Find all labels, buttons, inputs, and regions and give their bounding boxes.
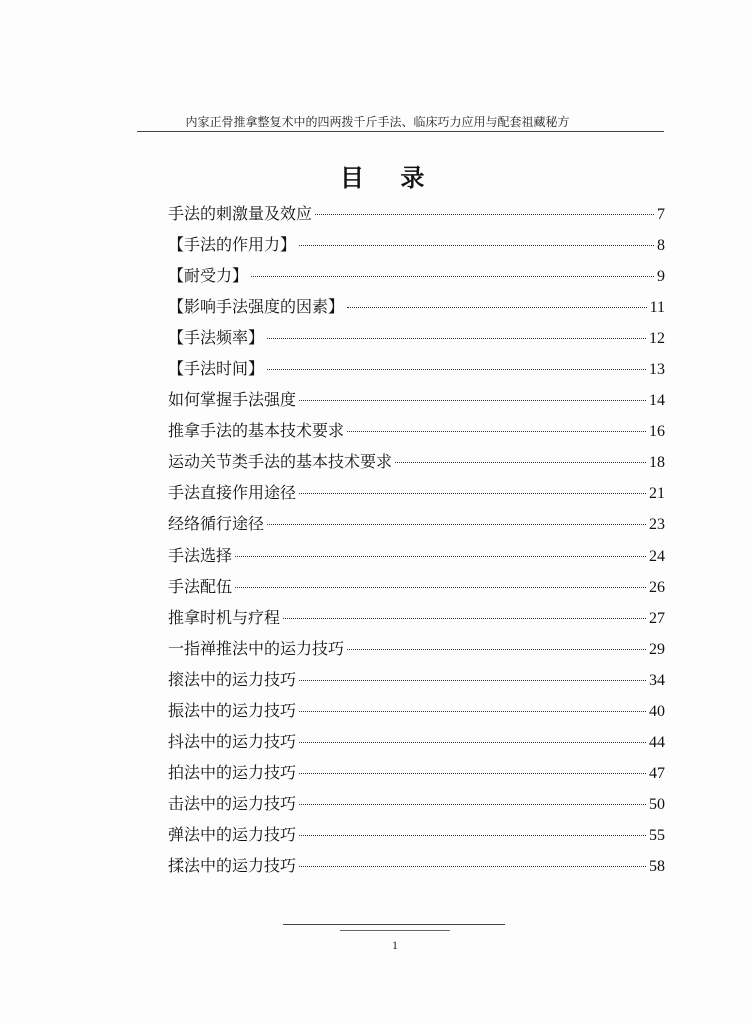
running-header: 内家正骨推拿整复术中的四两拨千斤手法、临床巧力应用与配套祖藏秘方 [185, 115, 570, 129]
toc-entry-title: 手法配伍 [168, 576, 233, 596]
toc-entry[interactable] [168, 291, 665, 322]
toc-entry-title: 推拿时机与疗程 [168, 607, 281, 627]
dot-leader [299, 680, 646, 681]
toc-entry[interactable] [168, 664, 665, 695]
toc-entry-page: 55 [649, 826, 665, 844]
toc-entry-page: 50 [649, 795, 665, 813]
dot-leader [347, 431, 646, 432]
dot-leader [299, 400, 646, 401]
toc-entry-title: 手法的刺激量及效应 [168, 204, 313, 223]
toc-entry-page: 27 [649, 609, 665, 627]
toc-entry[interactable] [168, 788, 665, 819]
toc-entry[interactable] [168, 757, 665, 788]
toc-entry-page: 47 [649, 764, 665, 782]
header-rule [137, 131, 664, 132]
dot-leader [299, 493, 646, 494]
toc-entry-title: 经络循行途径 [168, 514, 265, 534]
toc-entry-page: 11 [649, 299, 665, 317]
footer-rule [283, 924, 505, 925]
toc-entry-title: 手法直接作用途径 [168, 483, 297, 503]
toc-entry-page: 9 [657, 268, 665, 286]
toc-entry-page: 14 [649, 392, 665, 410]
toc-entry-title: 㨰法中的运力技巧 [168, 669, 297, 689]
toc-entry[interactable] [168, 602, 665, 633]
toc-entry-title: 【手法频率】 [168, 328, 265, 348]
toc-entry-title: 抖法中的运力技巧 [168, 731, 297, 751]
toc-entry[interactable] [168, 322, 665, 353]
toc-entry-page: 44 [649, 733, 665, 751]
toc-entry-page: 12 [649, 330, 665, 348]
toc-entry[interactable] [168, 415, 665, 446]
toc-entry-page: 34 [649, 671, 665, 689]
toc-entry-page: 58 [649, 857, 665, 875]
footer-rule-short [340, 930, 450, 931]
toc-entry[interactable] [168, 695, 665, 726]
dot-leader [395, 462, 646, 463]
dot-leader [299, 742, 646, 743]
toc-entry-title: 弹法中的运力技巧 [168, 824, 297, 844]
toc-entry-title: 击法中的运力技巧 [168, 793, 297, 813]
dot-leader [299, 866, 646, 867]
toc-title: 目 录 [340, 163, 439, 192]
dot-leader [299, 835, 646, 836]
dot-leader [347, 649, 646, 650]
toc-entry[interactable] [168, 260, 665, 291]
toc-entry-page: 16 [649, 423, 665, 441]
dot-leader [299, 804, 646, 805]
toc-entry-title: 如何掌握手法强度 [168, 390, 297, 410]
toc-entry-page: 21 [649, 485, 665, 503]
toc-entry-title: 振法中的运力技巧 [168, 700, 297, 720]
toc-entry-page: 7 [657, 206, 665, 223]
toc-entry-page: 26 [649, 578, 665, 596]
toc-entry[interactable] [168, 229, 665, 260]
toc-entry[interactable] [168, 477, 665, 508]
toc-entry-title: 【手法时间】 [168, 359, 265, 379]
dot-leader [347, 307, 647, 308]
toc-entry[interactable] [168, 726, 665, 757]
toc-entry[interactable] [168, 198, 665, 229]
toc-entry-title: 【耐受力】 [168, 266, 249, 286]
dot-leader [235, 587, 646, 588]
toc-entry-title: 一指禅推法中的运力技巧 [168, 638, 345, 658]
toc-entry[interactable] [168, 633, 665, 664]
dot-leader [267, 369, 646, 370]
dot-leader [283, 618, 646, 619]
toc-entry-page: 24 [649, 547, 665, 565]
toc-entry-page: 8 [657, 237, 665, 255]
toc-list [168, 198, 665, 881]
toc-entry-title: 【影响手法强度的因素】 [168, 297, 345, 317]
toc-entry-title: 拍法中的运力技巧 [168, 762, 297, 782]
toc-entry[interactable] [168, 571, 665, 602]
toc-entry[interactable] [168, 850, 665, 881]
toc-entry[interactable] [168, 353, 665, 384]
dot-leader [299, 245, 654, 246]
dot-leader [299, 773, 646, 774]
toc-entry[interactable] [168, 819, 665, 850]
toc-entry-title: 推拿手法的基本技术要求 [168, 421, 345, 441]
toc-entry-title: 【手法的作用力】 [168, 235, 297, 255]
dot-leader [315, 214, 654, 215]
dot-leader [267, 524, 646, 525]
dot-leader [299, 711, 646, 712]
toc-entry[interactable] [168, 446, 665, 477]
dot-leader [267, 338, 646, 339]
toc-entry-page: 23 [649, 516, 665, 534]
toc-entry[interactable] [168, 384, 665, 415]
page-number: 1 [392, 938, 398, 952]
toc-entry-title: 运动关节类手法的基本技术要求 [168, 452, 393, 472]
toc-entry-page: 13 [649, 361, 665, 379]
toc-entry[interactable] [168, 508, 665, 539]
toc-entry-title: 揉法中的运力技巧 [168, 855, 297, 875]
toc-entry-page: 18 [649, 454, 665, 472]
dot-leader [235, 556, 646, 557]
toc-entry[interactable] [168, 540, 665, 571]
toc-entry-page: 29 [649, 640, 665, 658]
dot-leader [251, 276, 654, 277]
toc-entry-page: 40 [649, 702, 665, 720]
toc-entry-title: 手法选择 [168, 545, 233, 565]
